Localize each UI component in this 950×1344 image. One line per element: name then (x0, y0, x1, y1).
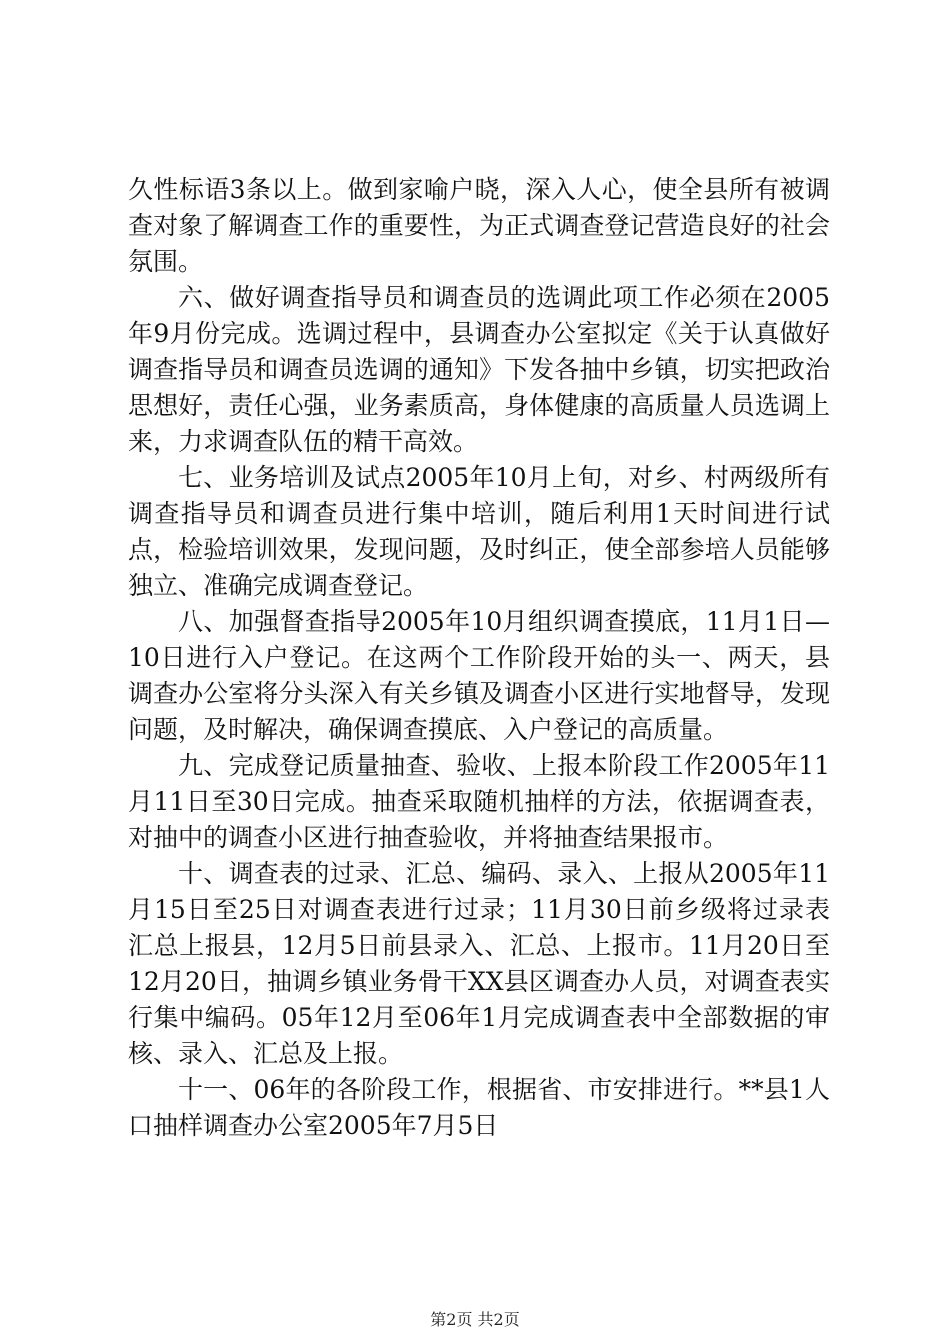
paragraph-6: 十、调查表的过录、汇总、编码、录入、上报从2005年11月15日至25日对调查表进行过录；11月30日前乡级将过录表汇总上报县，12月5日前县录入、汇总、上报市。11月20日至12月20日，抽调乡镇业务骨干XX县区调查办人员，对调查表实行集中编码。05年12月至06年1月完成调查表中全部数据的审核、录入、汇总及上报。 (128, 859, 830, 1068)
paragraph-5: 九、完成登记质量抽查、验收、上报本阶段工作2005年11月11日至30日完成。抽查采取随机抽样的方法，依据调查表，对抽中的调查小区进行抽查验收，并将抽查结果报市。 (128, 751, 830, 852)
paragraph-2: 六、做好调查指导员和调查员的选调此项工作必须在2005年9月份完成。选调过程中，县调查办公室拟定《关于认真做好调查指导员和调查员选调的通知》下发各抽中乡镇，切实把政治思想好，责任心强，业务素质高，身体健康的高质量人员选调上来，力求调查队伍的精干高效。 (128, 283, 830, 456)
page-number-footer: 第2页 共2页 (430, 1310, 520, 1329)
document-body (128, 172, 830, 1144)
paragraph-7: 十一、06年的各阶段工作，根据省、市安排进行。**县1人口抽样调查办公室2005年7月5日 (128, 1075, 830, 1140)
paragraph-3: 七、业务培训及试点2005年10月上旬，对乡、村两级所有调查指导员和调查员进行集中培训，随后利用1天时间进行试点，检验培训效果，发现问题，及时纠正，使全部参培人员能够独立、准确完成调查登记。 (128, 463, 830, 600)
paragraph-1: 久性标语3条以上。做到家喻户晓，深入人心，使全县所有被调查对象了解调查工作的重要性，为正式调查登记营造良好的社会氛围。 (128, 175, 830, 276)
paragraph-4: 八、加强督查指导2005年10月组织调查摸底，11月1日—10日进行入户登记。在这两个工作阶段开始的头一、两天，县调查办公室将分头深入有关乡镇及调查小区进行实地督导，发现问题，及时解决，确保调查摸底、入户登记的高质量。 (128, 607, 830, 744)
